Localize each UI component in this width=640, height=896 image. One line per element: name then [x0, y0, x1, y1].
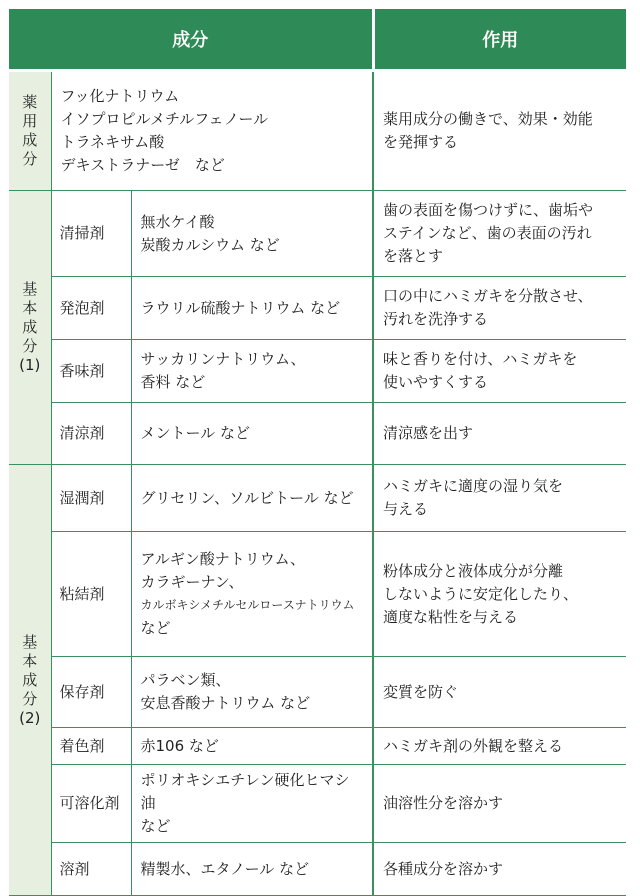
agent-effect: 油溶性分を溶かす [373, 765, 626, 843]
agent-ingredients: ポリオキシエチレン硬化ヒマシ油 など [131, 765, 373, 843]
header-component: 成分 [9, 9, 373, 71]
agent-effect: 清涼感を出す [373, 403, 626, 465]
agent-name: 香味剤 [51, 340, 131, 403]
agent-name: 清涼剤 [51, 403, 131, 465]
agent-name: 溶剤 [51, 843, 131, 896]
agent-ingredients: 精製水、エタノール など [131, 843, 373, 896]
agent-effect: 各種成分を溶かす [373, 843, 626, 896]
agent-name: 清掃剤 [51, 191, 131, 277]
agent-ingredients: パラベン類、 安息香酸ナトリウム など [131, 657, 373, 728]
ingredients-table [9, 9, 626, 896]
agent-effect: ハミガキに適度の湿り気を 与える [373, 465, 626, 532]
agent-effect: 味と香りを付け、ハミガキを 使いやすくする [373, 340, 626, 403]
agent-ingredients: ラウリル硫酸ナトリウム など [131, 277, 373, 340]
agent-name: 粘結剤 [51, 532, 131, 657]
agent-ingredients: 無水ケイ酸 炭酸カルシウム など [131, 191, 373, 277]
agent-ingredients: 赤106 など [131, 728, 373, 765]
category-basic-2: 基 本 成 分 (2) [9, 465, 51, 896]
agent-name: 湿潤剤 [51, 465, 131, 532]
agent-ingredients: メントール など [131, 403, 373, 465]
agent-name: 着色剤 [51, 728, 131, 765]
agent-effect: 口の中にハミガキを分散させ、 汚れを洗浄する [373, 277, 626, 340]
agent-effect: 変質を防ぐ [373, 657, 626, 728]
agent-effect: ハミガキ剤の外観を整える [373, 728, 626, 765]
agent-ingredients: アルギン酸ナトリウム、 カラギーナン、 カルボキシメチルセルロースナトリウム など [131, 532, 373, 657]
agent-name: 発泡剤 [51, 277, 131, 340]
agent-name: 可溶化剤 [51, 765, 131, 843]
medicinal-effect: 薬用成分の働きで、効果・効能 を発揮する [373, 71, 626, 191]
header-effect: 作用 [373, 9, 626, 71]
agent-effect: 歯の表面を傷つけずに、歯垢や ステインなど、歯の表面の汚れ を落とす [373, 191, 626, 277]
category-basic-1: 基 本 成 分 (1) [9, 191, 51, 465]
agent-name: 保存剤 [51, 657, 131, 728]
agent-ingredients: サッカリンナトリウム、 香料 など [131, 340, 373, 403]
agent-ingredients: グリセリン、ソルビトール など [131, 465, 373, 532]
medicinal-ingredients: フッ化ナトリウム イソプロピルメチルフェノール トラネキサム酸 デキストラナーゼ など [51, 71, 373, 191]
category-medicinal: 薬 用 成 分 [9, 71, 51, 191]
agent-effect: 粉体成分と液体成分が分離 しないように安定化したり、 適度な粘性を与える [373, 532, 626, 657]
